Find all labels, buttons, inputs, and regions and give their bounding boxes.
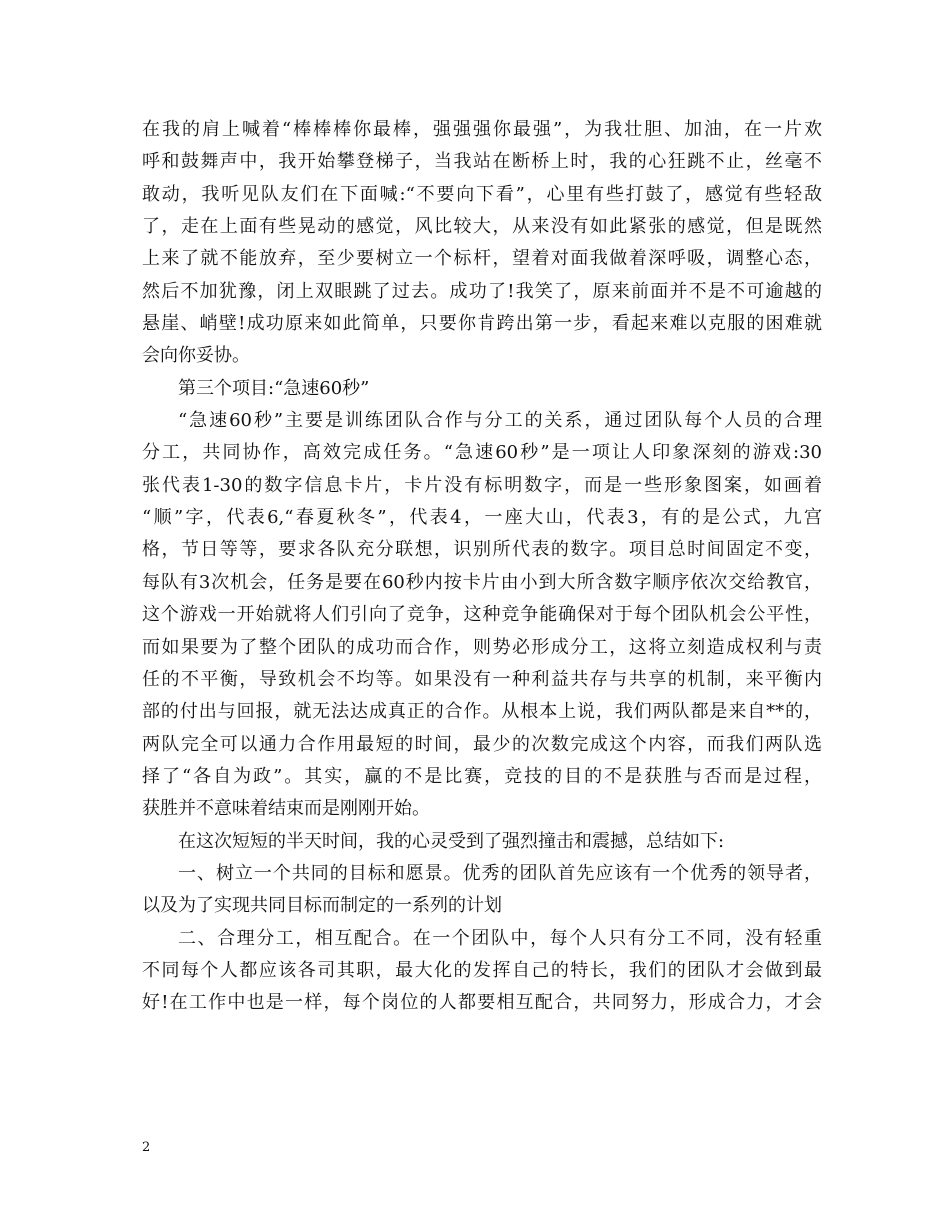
text-line: 呼和鼓舞声中，我开始攀登梯子，当我站在断桥上时，我的心狂跳不止，丝毫不	[142, 151, 822, 173]
text-line: 择了“各自为政”。其实，赢的不是比赛，竞技的目的不是获胜与否而是过程，	[142, 765, 822, 787]
text-line: 部的付出与回报，就无法达成真正的合作。从根本上说，我们两队都是来自**的，	[142, 701, 822, 723]
text-line: 而如果要为了整个团队的成功而合作，则势必形成分工，这将立刻造成权利与责	[142, 636, 822, 658]
text-line: 了，走在上面有些晃动的感觉，风比较大，从来没有如此紧张的感觉，但是既然	[142, 216, 822, 238]
text-line: 好!在工作中也是一样，每个岗位的人都要相互配合，共同努力，形成合力，才会	[142, 992, 822, 1014]
text-line: 敢动，我听见队友们在下面喊:“不要向下看”，心里有些打鼓了，感觉有些轻敌	[142, 183, 822, 205]
body-text	[142, 114, 822, 1020]
text-line: 悬崖、峭壁!成功原来如此简单，只要你肯跨出第一步，看起来难以克服的困难就	[142, 313, 822, 335]
text-line: 第三个项目:“急速60秒”	[178, 377, 370, 399]
text-line: 上来了就不能放弃，至少要树立一个标杆，望着对面我做着深呼吸，调整心态，	[142, 248, 822, 270]
text-line: 以及为了实现共同目标而制定的一系列的计划	[142, 895, 502, 917]
text-line: 分工，共同协作，高效完成任务。“急速60秒”是一项让人印象深刻的游戏:30	[142, 442, 822, 464]
text-line: “顺”字，代表6,“春夏秋冬”，代表4，一座大山，代表3，有的是公式，九宫	[142, 507, 822, 529]
text-line: 格，节日等等，要求各队充分联想，识别所代表的数字。项目总时间固定不变，	[142, 539, 822, 561]
text-line: 会向你妥协。	[142, 345, 250, 367]
text-line: 每队有3次机会，任务是要在60秒内按卡片由小到大所含数字顺序依次交给教官，	[142, 571, 822, 593]
text-line: 一、树立一个共同的目标和愿景。优秀的团队首先应该有一个优秀的领导者，	[178, 862, 822, 884]
text-line: 不同每个人都应该各司其职，最大化的发挥自己的特长，我们的团队才会做到最	[142, 959, 822, 981]
text-line: 在这次短短的半天时间，我的心灵受到了强烈撞击和震撼，总结如下:	[178, 830, 725, 852]
text-line: 然后不加犹豫，闭上双眼跳了过去。成功了!我笑了，原来前面并不是不可逾越的	[142, 280, 822, 302]
text-line: 这个游戏一开始就将人们引向了竞争，这种竞争能确保对于每个团队机会公平性，	[142, 604, 822, 626]
text-line: 获胜并不意味着结束而是刚刚开始。	[142, 798, 430, 820]
text-line: 任的不平衡，导致机会不均等。如果没有一种利益共存与共享的机制，来平衡内	[142, 668, 822, 690]
text-line: 张代表1-30的数字信息卡片，卡片没有标明数字，而是一些形象图案，如画着	[142, 474, 822, 496]
page-number: 2	[142, 1140, 151, 1155]
text-line: 二、合理分工，相互配合。在一个团队中，每个人只有分工不同，没有轻重	[178, 927, 822, 949]
text-line: 在我的肩上喊着“棒棒棒你最棒，强强强你最强”，为我壮胆、加油，在一片欢	[142, 119, 822, 140]
text-line: “急速60秒”主要是训练团队合作与分工的关系，通过团队每个人员的合理	[178, 410, 822, 432]
text-line: 两队完全可以通力合作用最短的时间，最少的次数完成这个内容，而我们两队选	[142, 733, 822, 755]
